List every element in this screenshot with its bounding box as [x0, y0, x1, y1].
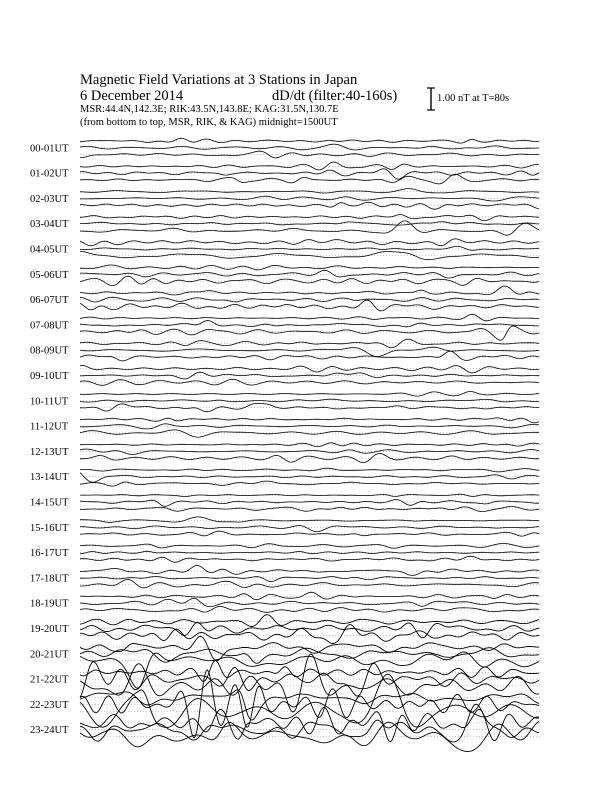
trace-msr: [80, 566, 539, 576]
hour-label: 05-06UT: [30, 269, 69, 281]
hour-label: 14-15UT: [30, 497, 69, 509]
hour-label: 09-10UT: [30, 371, 69, 382]
trace-rik: [80, 449, 539, 454]
hour-label: 04-05UT: [30, 244, 69, 256]
filter-label: dD/dt (filter:40-160s): [272, 88, 398, 104]
hour-label: 02-03UT: [30, 193, 69, 205]
hour-label: 12-13UT: [30, 446, 69, 458]
hour-label: 06-07UT: [30, 295, 69, 307]
trace-rik: [80, 144, 539, 150]
trace-msr: [80, 517, 539, 522]
trace-msr: [80, 189, 539, 193]
trace-kag: [80, 351, 539, 361]
trace-kag: [80, 300, 539, 311]
trace-msr: [80, 162, 539, 170]
trace-msr: [80, 215, 539, 221]
trace-msr: [80, 265, 539, 270]
trace-kag: [80, 326, 539, 340]
hour-label: 23-24UT: [30, 725, 69, 737]
hour-labels: [30, 143, 69, 736]
hour-label: 17-18UT: [30, 573, 69, 585]
trace-kag: [80, 481, 539, 486]
trace-kag: [80, 606, 539, 612]
trace-msr: [80, 138, 539, 143]
trace-kag: [80, 579, 539, 587]
station-coordinates: MSR:44.4N,142.3E; RIK:43.5N,143.8E; KAG:31.5N,130.7E: [80, 104, 339, 115]
trace-rik: [80, 424, 539, 429]
trace-msr: [80, 314, 539, 321]
trace-rik: [80, 526, 539, 532]
trace-rik: [80, 297, 539, 302]
trace-rik: [80, 372, 539, 379]
chart-title: Magnetic Field Variations at 3 Stations in Japan: [80, 72, 358, 88]
trace-msr: [80, 418, 539, 423]
trace-kag: [80, 379, 539, 385]
scale-label: 1.00 nT at T=80s: [437, 93, 510, 104]
trace-kag: [80, 625, 539, 644]
trace-msr: [80, 544, 539, 549]
trace-rik: [80, 577, 539, 582]
trace-rik: [80, 662, 539, 698]
hour-label: 21-22UT: [30, 674, 69, 686]
trace-kag: [80, 174, 539, 184]
chart-date: 6 December 2014: [80, 88, 184, 104]
hour-label: 03-04UT: [30, 219, 69, 231]
trace-kag: [80, 221, 539, 235]
hour-label: 01-02UT: [30, 168, 69, 180]
trace-rik: [80, 500, 539, 507]
trace-msr: [80, 615, 539, 627]
hour-label: 08-09UT: [30, 345, 69, 357]
trace-rik: [80, 169, 539, 179]
hour-label: 15-16UT: [30, 522, 69, 534]
trace-msr: [80, 592, 539, 600]
hour-label: 19-20UT: [30, 624, 69, 635]
hour-label: 20-21UT: [30, 649, 69, 661]
hour-label: 11-12UT: [30, 421, 69, 433]
trace-kag: [80, 202, 539, 209]
trace-msr: [80, 365, 539, 373]
trace-rik: [80, 321, 539, 327]
trace-rik: [80, 347, 539, 356]
hour-label: 18-19UT: [30, 598, 69, 610]
trace-rik: [80, 473, 539, 483]
scale-bar-icon: [427, 88, 435, 110]
trace-rik: [80, 598, 539, 606]
trace-rik: [80, 246, 539, 250]
hour-label: 13-14UT: [30, 472, 69, 484]
trace-kag: [80, 430, 539, 437]
hour-label: 22-23UT: [30, 699, 69, 711]
hour-label: 16-17UT: [30, 548, 69, 560]
hour-label: 10-11UT: [30, 396, 69, 408]
hour-label: 07-08UT: [30, 320, 69, 332]
trace-msr: [80, 286, 539, 295]
order-note: (from bottom to top, MSR, RIK, & KAG) midnight=1500UT: [80, 117, 338, 128]
trace-rik: [80, 399, 539, 402]
trace-kag: [80, 531, 539, 536]
hour-label: 00-01UT: [30, 143, 69, 155]
